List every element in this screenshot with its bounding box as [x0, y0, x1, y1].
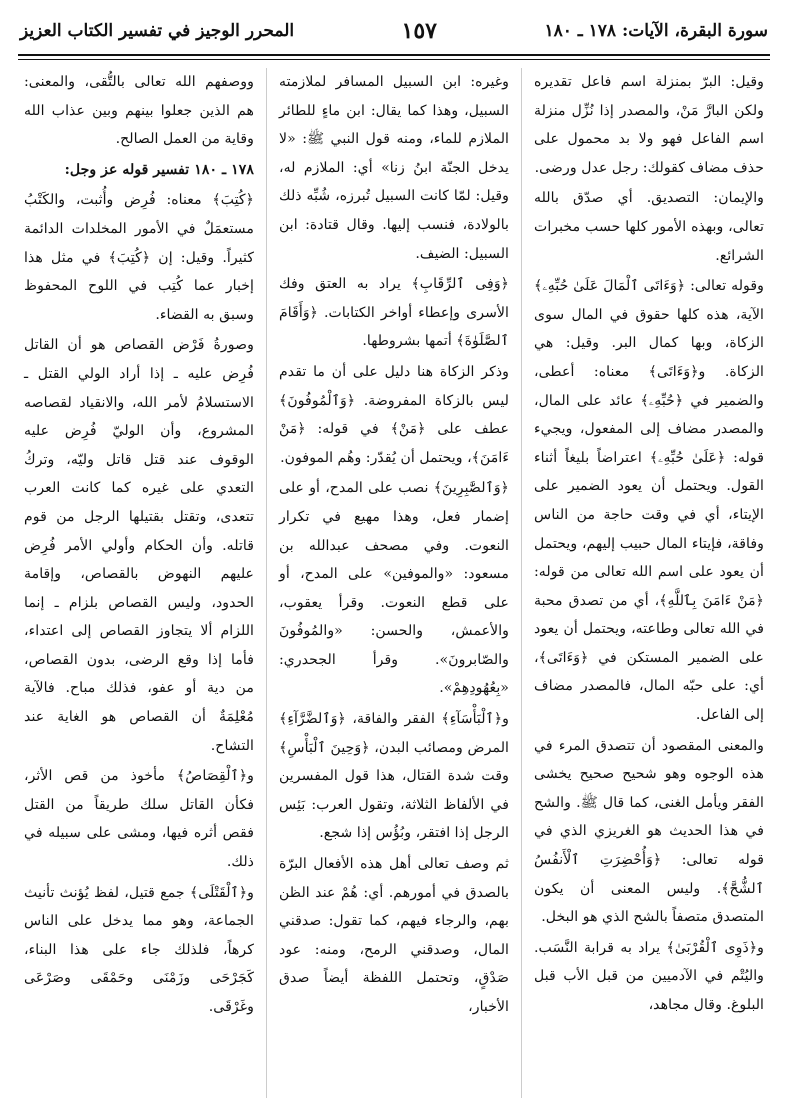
- paragraph: ثم وصف تعالى أهل هذه الأفعال البرّة بالصدق في أمورهم. أي: هُمْ عند الظن بهم، والرجاء فيهم، كما تقول: صدقني المال، وصدقني الرمح، ومنه: عود صَدْقٍ، وتحتمل اللفظة أيضاً صدق الأخبار،: [279, 856, 509, 1015]
- paragraph: ووصفهم الله تعالى بالتُّقى، والمعنى: هم الذين جعلوا بينهم وبين عذاب الله وقاية من العمل الصالح.: [24, 74, 254, 148]
- column-right: [522, 68, 776, 1098]
- paragraph: وذكر الزكاة هنا دليل على أن ما تقدم ليس بالزكاة المفروضة. ﴿وَٱلْمُوفُونَ﴾ عطف على ﴿مَنْ﴾ في قوله: ﴿مَنْ ءَامَنَ﴾، ويحتمل أن يُقدّر: وهُم الموفون.: [279, 363, 509, 466]
- paragraph: وصورةُ فَرْض القصاص هو أن القاتل فُرِض عليه ـ إذا أراد الولي القتل ـ الاستسلامُ لأمر الله، والانقياد لقصاصه المشروع، وأن الوليّ فُرِض عليه الوقوف عند قتل قاتل وليّه، وتركُ التعدي على غيره كما كانت العرب تتعدى، وتقتل بقتيلها الرجل من قوم قاتله. وأن الحكام وأولي الأمر فُرِض عليهم النهوض بالقصاص، وإقامة الحدود، وليس القصاص بلزام ـ إنما اللزام ألا يتجاوز القصاص إلى اعتداء، فأما إذا وقع الرضى، بدون القصاص، من دية أو عفو، فذلك مباح. فالآية مُعْلِمَةٌ أن القصاص هو الغاية عند التشاح.: [24, 337, 254, 754]
- paragraph: والمعنى المقصود أن تتصدق المرء في هذه الوجوه وهو شحيح صحيح يخشى الفقر ويأمل الغنى، كما قال ﷺ. والشح في هذا الحديث هو الغريزي الذي في قوله تعالى: ﴿وَأُحْضِرَتِ ٱلْأَنفُسُ ٱلشُّحَّ﴾. وليس المعنى أن يكون المتصدق متصفاً بالشح الذي هو البخل.: [534, 737, 764, 926]
- header-rule: [18, 54, 770, 56]
- paragraph: وغيره: ابن السبيل المسافر لملازمته السبيل، وهذا كما يقال: ابن ماءٍ للطائر الملازم للماء، ومنه قول النبي ﷺ: «لا يدخل الجنّة ابنُ زنا» أي: الملازم له، وقيل: لمّا كانت السبيل تُبرزه، شُبِّه ذلك بالولادة، فنسب إليها. وقال قتادة: ابن السبيل: الضيف.: [279, 74, 509, 262]
- header-rule-thin: [18, 59, 770, 60]
- page-number: ١٥٧: [401, 18, 437, 44]
- surah-heading: سورة البقرة، الآيات: ١٧٨ ـ ١٨٠: [544, 21, 768, 41]
- paragraph: والإيمان: التصديق. أي صدّق بالله تعالى، وبهذه الأمور كلها حسب مخبرات الشرائع.: [534, 190, 764, 264]
- column-left: [12, 68, 267, 1098]
- section-heading: ١٧٨ ـ ١٨٠ تفسير قوله عز وجل:: [64, 161, 254, 178]
- paragraph: ﴿وَٱلصَّٰبِرِينَ﴾ نصب على المدح، أو على إضمار فعل، وهذا مهيع في تكرار النعوت. وفي مصحف عبدالله بن مسعود: «والموفين» على المدح، أو على قطع النعوت. وقرأ يعقوب، والأعمش، والحسن: «والمُوفُونَ والصّابرونَ». وقرأ الجحدري: «بِعُهُودِهِمْ».: [279, 480, 509, 697]
- book-title: المحرر الوجيز في تفسير الكتاب العزيز: [20, 21, 295, 41]
- paragraph: و﴿ذَوِى ٱلْقُرْبَىٰ﴾ يراد به قرابة النَّسَب. واليُتْم في الآدميين من قبل الأب قبل البلوغ. وقال مجاهد،: [534, 939, 764, 1013]
- paragraph: وقيل: البرّ بمنزلة اسم فاعل تقديره ولكن البارَّ مَنْ، والمصدر إذا نُزِّل منزلة اسم الفاعل فهو ولا بد محمول على حذف مضاف كقولك: رجل عدل ورضى.: [534, 74, 764, 176]
- paragraph: و﴿ٱلْبَأْسَآءِ﴾ الفقر والفاقة، ﴿وَٱلضَّرَّآءِ﴾ المرض ومصائب البدن، ﴿وَحِينَ ٱلْبَأْسِ﴾ وقت شدة القتال، هذا قول المفسرين في الألفاظ الثلاثة، وتقول العرب: بَئِس الرجل إذا افتقر، وبُؤُس إذا شجع.: [279, 711, 509, 842]
- paragraph: ﴿وَفِى ٱلرِّقَابِ﴾ يراد به العتق وفك الأسرى وإعطاء أواخر الكتابات. ﴿وَأَقَامَ ٱلصَّلَوٰةَ﴾ أتمها بشروطها.: [279, 276, 509, 350]
- paragraph: ﴿كُتِبَ﴾ معناه: فُرِض وأُثبت، والكَتْبُ مستعمَلٌ في الأمور المخلدات الدائمة كثيراً. وقيل: إن ﴿كُتِبَ﴾ في مثل هذا إخبار عما كُتِب في اللوح المحفوظ وسبق به القضاء.: [24, 192, 254, 323]
- paragraph: وقوله تعالى: ﴿وَءَاتَى ٱلْمَالَ عَلَىٰ حُبِّهِۦ﴾ الآية، هذه كلها حقوق في المال سوى الزكاة، وبها كمال البر. وقيل: هي الزكاة. و﴿وَءَاتَى﴾ معناه: أعطى، والضمير في ﴿حُبِّهِۦ﴾ عائد على المال، والمصدر مضاف إلى المفعول، ويجيء قوله: ﴿عَلَىٰ حُبِّهِۦ﴾ اعتراضاً بليغاً أثناء القول. ويحتمل أن يعود الضمير على الإيتاء، أي في وقت حاجة من الناس وفاقة، فإيتاء المال حبيب إليهم، ويحتمل أن يعود على اسم الله تعالى من قوله: ﴿مَنْ ءَامَنَ بِٱللَّهِ﴾، أي من تصدق محبة في الله تعالى وطاعته، ويحتمل أن يعود على الضمير المستكن في ﴿وَءَاتَى﴾، أي: على حبّه المال، فالمصدر مضاف إلى الفاعل.: [534, 278, 764, 724]
- page-header: [12, 8, 776, 54]
- paragraph: و﴿ٱلْقِصَاصُ﴾ مأخوذ من قص الأثر، فكأن القاتل سلك طريقاً من القتل فقص أثره فيها، ومشى على سبيله في ذلك.: [24, 768, 254, 871]
- paragraph: و﴿ٱلْقَتْلَى﴾ جمع قتيل، لفظ يُؤنث تأنيث الجماعة، وهو مما يدخل على الناس كرهاً، فلذلك جاء على هذا البناء، كَجَرْحَى وزَمْنَى وحَمْقَى وصَرْعَى وغَرْقَى.: [24, 884, 254, 1015]
- text-columns: [12, 68, 776, 1098]
- column-middle: [267, 68, 522, 1098]
